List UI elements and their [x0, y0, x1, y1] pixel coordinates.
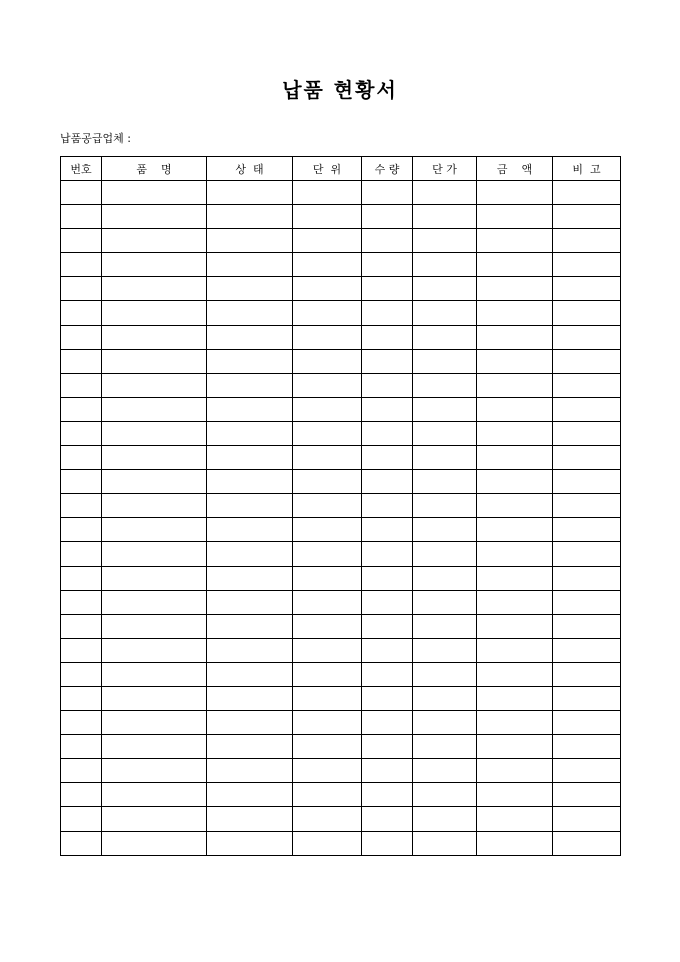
- table-cell-remark[interactable]: [553, 542, 621, 566]
- table-cell-status[interactable]: [207, 470, 293, 494]
- table-cell-no[interactable]: [61, 205, 102, 229]
- document-title: 납품 현황서: [282, 78, 398, 102]
- header-unit-price: 단 가: [413, 157, 477, 181]
- table-row: [61, 735, 621, 759]
- table-cell-item[interactable]: [102, 711, 207, 735]
- table-row: [61, 181, 621, 205]
- table-cell-no[interactable]: [61, 325, 102, 349]
- table-row: [61, 518, 621, 542]
- table-cell-no[interactable]: [61, 470, 102, 494]
- table-cell-no[interactable]: [61, 301, 102, 325]
- header-quantity: 수 량: [362, 157, 413, 181]
- table-cell-amount[interactable]: [477, 662, 553, 686]
- table-cell-status[interactable]: [207, 590, 293, 614]
- table-row: [61, 349, 621, 373]
- table-cell-status[interactable]: [207, 181, 293, 205]
- table-cell-price[interactable]: [413, 662, 477, 686]
- table-cell-price[interactable]: [413, 181, 477, 205]
- table-row: [61, 638, 621, 662]
- table-cell-item[interactable]: [102, 831, 207, 855]
- table-cell-status[interactable]: [207, 711, 293, 735]
- table-cell-no[interactable]: [61, 614, 102, 638]
- table-row: [61, 205, 621, 229]
- table-cell-remark[interactable]: [553, 277, 621, 301]
- table-cell-qty[interactable]: [362, 686, 413, 710]
- table-cell-price[interactable]: [413, 711, 477, 735]
- table-cell-no[interactable]: [61, 373, 102, 397]
- header-amount: 금 액: [477, 157, 553, 181]
- table-cell-qty[interactable]: [362, 638, 413, 662]
- header-remarks: 비 고: [553, 157, 621, 181]
- table-cell-qty[interactable]: [362, 253, 413, 277]
- table-cell-status[interactable]: [207, 542, 293, 566]
- table-cell-qty[interactable]: [362, 662, 413, 686]
- table-row: [61, 662, 621, 686]
- table-cell-qty[interactable]: [362, 397, 413, 421]
- table-cell-item[interactable]: [102, 542, 207, 566]
- table-cell-item[interactable]: [102, 205, 207, 229]
- table-cell-item[interactable]: [102, 325, 207, 349]
- table-cell-remark[interactable]: [553, 373, 621, 397]
- table-cell-unit[interactable]: [293, 301, 362, 325]
- table-cell-status[interactable]: [207, 397, 293, 421]
- header-unit: 단 위: [293, 157, 362, 181]
- table-cell-item[interactable]: [102, 253, 207, 277]
- table-cell-amount[interactable]: [477, 614, 553, 638]
- table-row: [61, 807, 621, 831]
- table-cell-no[interactable]: [61, 711, 102, 735]
- table-cell-price[interactable]: [413, 759, 477, 783]
- table-cell-item[interactable]: [102, 638, 207, 662]
- table-row: [61, 759, 621, 783]
- table-cell-no[interactable]: [61, 831, 102, 855]
- table-cell-amount[interactable]: [477, 421, 553, 445]
- table-cell-qty[interactable]: [362, 229, 413, 253]
- table-cell-price[interactable]: [413, 831, 477, 855]
- header-status: 상 태: [207, 157, 293, 181]
- table-row: [61, 783, 621, 807]
- table-cell-price[interactable]: [413, 229, 477, 253]
- table-cell-status[interactable]: [207, 253, 293, 277]
- table-body: [61, 181, 621, 856]
- table-cell-status[interactable]: [207, 759, 293, 783]
- table-cell-status[interactable]: [207, 831, 293, 855]
- table-cell-amount[interactable]: [477, 831, 553, 855]
- table-cell-status[interactable]: [207, 807, 293, 831]
- table-cell-item[interactable]: [102, 446, 207, 470]
- table-cell-price[interactable]: [413, 542, 477, 566]
- table-cell-remark[interactable]: [553, 590, 621, 614]
- table-cell-unit[interactable]: [293, 518, 362, 542]
- table-cell-remark[interactable]: [553, 349, 621, 373]
- table-cell-amount[interactable]: [477, 470, 553, 494]
- table-cell-status[interactable]: [207, 229, 293, 253]
- table-cell-no[interactable]: [61, 518, 102, 542]
- table-row: [61, 542, 621, 566]
- table-cell-remark[interactable]: [553, 181, 621, 205]
- table-cell-amount[interactable]: [477, 373, 553, 397]
- table-cell-qty[interactable]: [362, 470, 413, 494]
- table-cell-price[interactable]: [413, 686, 477, 710]
- table-cell-amount[interactable]: [477, 397, 553, 421]
- table-cell-amount[interactable]: [477, 205, 553, 229]
- table-cell-qty[interactable]: [362, 566, 413, 590]
- table-cell-price[interactable]: [413, 421, 477, 445]
- table-cell-qty[interactable]: [362, 205, 413, 229]
- table-cell-no[interactable]: [61, 735, 102, 759]
- table-cell-no[interactable]: [61, 446, 102, 470]
- table-cell-no[interactable]: [61, 181, 102, 205]
- table-cell-status[interactable]: [207, 205, 293, 229]
- table-cell-remark[interactable]: [553, 421, 621, 445]
- table-cell-item[interactable]: [102, 229, 207, 253]
- table-row: [61, 301, 621, 325]
- table-cell-qty[interactable]: [362, 542, 413, 566]
- table-cell-no[interactable]: [61, 253, 102, 277]
- table-row: [61, 566, 621, 590]
- table-cell-amount[interactable]: [477, 590, 553, 614]
- table-cell-unit[interactable]: [293, 277, 362, 301]
- table-cell-no[interactable]: [61, 807, 102, 831]
- table-row: [61, 229, 621, 253]
- table-cell-item[interactable]: [102, 421, 207, 445]
- table-cell-amount[interactable]: [477, 349, 553, 373]
- table-cell-price[interactable]: [413, 518, 477, 542]
- table-cell-amount[interactable]: [477, 518, 553, 542]
- table-cell-status[interactable]: [207, 301, 293, 325]
- table-row: [61, 831, 621, 855]
- table-cell-remark[interactable]: [553, 446, 621, 470]
- table-row: [61, 253, 621, 277]
- table-cell-status[interactable]: [207, 421, 293, 445]
- table-cell-unit[interactable]: [293, 638, 362, 662]
- table-cell-price[interactable]: [413, 807, 477, 831]
- table-cell-unit[interactable]: [293, 470, 362, 494]
- table-cell-unit[interactable]: [293, 349, 362, 373]
- table-cell-unit[interactable]: [293, 735, 362, 759]
- table-cell-item[interactable]: [102, 759, 207, 783]
- table-cell-qty[interactable]: [362, 325, 413, 349]
- table-cell-status[interactable]: [207, 373, 293, 397]
- table-cell-unit[interactable]: [293, 494, 362, 518]
- table-row: [61, 397, 621, 421]
- table-cell-amount[interactable]: [477, 494, 553, 518]
- table-cell-price[interactable]: [413, 373, 477, 397]
- table-cell-item[interactable]: [102, 470, 207, 494]
- table-cell-status[interactable]: [207, 277, 293, 301]
- table-cell-unit[interactable]: [293, 446, 362, 470]
- table-cell-qty[interactable]: [362, 783, 413, 807]
- table-cell-amount[interactable]: [477, 686, 553, 710]
- table-cell-status[interactable]: [207, 735, 293, 759]
- table-cell-price[interactable]: [413, 325, 477, 349]
- table-row: [61, 325, 621, 349]
- table-cell-remark[interactable]: [553, 301, 621, 325]
- table-cell-remark[interactable]: [553, 662, 621, 686]
- table-cell-price[interactable]: [413, 277, 477, 301]
- table-cell-amount[interactable]: [477, 542, 553, 566]
- table-cell-no[interactable]: [61, 397, 102, 421]
- table-cell-no[interactable]: [61, 590, 102, 614]
- table-cell-remark[interactable]: [553, 566, 621, 590]
- table-cell-remark[interactable]: [553, 253, 621, 277]
- table-row: [61, 446, 621, 470]
- table-cell-remark[interactable]: [553, 229, 621, 253]
- table-cell-unit[interactable]: [293, 759, 362, 783]
- table-cell-unit[interactable]: [293, 181, 362, 205]
- table-cell-qty[interactable]: [362, 494, 413, 518]
- table-row: [61, 711, 621, 735]
- table-cell-item[interactable]: [102, 277, 207, 301]
- table-cell-qty[interactable]: [362, 373, 413, 397]
- table-row: [61, 614, 621, 638]
- table-cell-item[interactable]: [102, 686, 207, 710]
- table-cell-price[interactable]: [413, 446, 477, 470]
- table-cell-unit[interactable]: [293, 373, 362, 397]
- table-cell-price[interactable]: [413, 349, 477, 373]
- table-cell-qty[interactable]: [362, 590, 413, 614]
- table-cell-item[interactable]: [102, 181, 207, 205]
- table-cell-item[interactable]: [102, 518, 207, 542]
- table-cell-item[interactable]: [102, 735, 207, 759]
- table-cell-item[interactable]: [102, 662, 207, 686]
- table-header-row: [61, 157, 621, 181]
- table-cell-price[interactable]: [413, 590, 477, 614]
- table-cell-price[interactable]: [413, 494, 477, 518]
- table-cell-price[interactable]: [413, 397, 477, 421]
- table-cell-unit[interactable]: [293, 421, 362, 445]
- table-row: [61, 421, 621, 445]
- table-cell-amount[interactable]: [477, 325, 553, 349]
- table-cell-amount[interactable]: [477, 711, 553, 735]
- table-cell-remark[interactable]: [553, 205, 621, 229]
- table-cell-qty[interactable]: [362, 614, 413, 638]
- table-cell-no[interactable]: [61, 542, 102, 566]
- table-cell-status[interactable]: [207, 686, 293, 710]
- table-cell-unit[interactable]: [293, 397, 362, 421]
- table-cell-price[interactable]: [413, 614, 477, 638]
- table-cell-no[interactable]: [61, 421, 102, 445]
- table-cell-qty[interactable]: [362, 735, 413, 759]
- table-cell-amount[interactable]: [477, 181, 553, 205]
- table-cell-qty[interactable]: [362, 518, 413, 542]
- table-cell-item[interactable]: [102, 614, 207, 638]
- table-row: [61, 373, 621, 397]
- table-cell-remark[interactable]: [553, 831, 621, 855]
- table-cell-unit[interactable]: [293, 566, 362, 590]
- table-cell-item[interactable]: [102, 807, 207, 831]
- table-cell-unit[interactable]: [293, 662, 362, 686]
- table-cell-item[interactable]: [102, 566, 207, 590]
- table-cell-price[interactable]: [413, 205, 477, 229]
- table-cell-remark[interactable]: [553, 783, 621, 807]
- supplier-label: 납품공급업체 :: [60, 132, 131, 145]
- table-cell-status[interactable]: [207, 494, 293, 518]
- table-cell-item[interactable]: [102, 373, 207, 397]
- table-cell-unit[interactable]: [293, 831, 362, 855]
- header-no: 번호: [61, 157, 102, 181]
- table-cell-amount[interactable]: [477, 277, 553, 301]
- table-row: [61, 277, 621, 301]
- table-cell-amount[interactable]: [477, 807, 553, 831]
- table-cell-item[interactable]: [102, 783, 207, 807]
- table-cell-price[interactable]: [413, 566, 477, 590]
- table-cell-qty[interactable]: [362, 831, 413, 855]
- table-cell-status[interactable]: [207, 662, 293, 686]
- table-cell-no[interactable]: [61, 662, 102, 686]
- table-cell-amount[interactable]: [477, 566, 553, 590]
- table-row: [61, 590, 621, 614]
- table-cell-qty[interactable]: [362, 807, 413, 831]
- table-cell-price[interactable]: [413, 301, 477, 325]
- table-cell-unit[interactable]: [293, 229, 362, 253]
- table-cell-qty[interactable]: [362, 446, 413, 470]
- table-cell-remark[interactable]: [553, 494, 621, 518]
- table-cell-no[interactable]: [61, 759, 102, 783]
- table-cell-status[interactable]: [207, 325, 293, 349]
- table-cell-amount[interactable]: [477, 229, 553, 253]
- table-cell-no[interactable]: [61, 229, 102, 253]
- table-cell-status[interactable]: [207, 518, 293, 542]
- table-cell-price[interactable]: [413, 783, 477, 807]
- table-cell-unit[interactable]: [293, 783, 362, 807]
- header-item-name: 품 명: [102, 157, 207, 181]
- table-cell-amount[interactable]: [477, 446, 553, 470]
- table-cell-amount[interactable]: [477, 759, 553, 783]
- table-cell-item[interactable]: [102, 397, 207, 421]
- table-cell-unit[interactable]: [293, 542, 362, 566]
- table-cell-status[interactable]: [207, 446, 293, 470]
- table-cell-unit[interactable]: [293, 686, 362, 710]
- table-cell-no[interactable]: [61, 783, 102, 807]
- table-cell-qty[interactable]: [362, 711, 413, 735]
- table-cell-amount[interactable]: [477, 253, 553, 277]
- table-cell-price[interactable]: [413, 470, 477, 494]
- table-row: [61, 470, 621, 494]
- table-cell-no[interactable]: [61, 494, 102, 518]
- table-cell-item[interactable]: [102, 301, 207, 325]
- table-cell-remark[interactable]: [553, 711, 621, 735]
- table-cell-remark[interactable]: [553, 759, 621, 783]
- table-cell-no[interactable]: [61, 277, 102, 301]
- table-cell-status[interactable]: [207, 566, 293, 590]
- table-cell-status[interactable]: [207, 614, 293, 638]
- table-row: [61, 686, 621, 710]
- table-cell-qty[interactable]: [362, 181, 413, 205]
- table-cell-no[interactable]: [61, 638, 102, 662]
- table-cell-unit[interactable]: [293, 590, 362, 614]
- table-cell-amount[interactable]: [477, 301, 553, 325]
- table-cell-remark[interactable]: [553, 518, 621, 542]
- table-cell-unit[interactable]: [293, 807, 362, 831]
- table-cell-amount[interactable]: [477, 638, 553, 662]
- table-cell-price[interactable]: [413, 638, 477, 662]
- table-row: [61, 494, 621, 518]
- table-cell-remark[interactable]: [553, 807, 621, 831]
- table-cell-item[interactable]: [102, 349, 207, 373]
- delivery-status-table: [60, 156, 621, 856]
- table-cell-unit[interactable]: [293, 253, 362, 277]
- table-cell-item[interactable]: [102, 494, 207, 518]
- table-cell-unit[interactable]: [293, 205, 362, 229]
- table-cell-status[interactable]: [207, 349, 293, 373]
- table-cell-remark[interactable]: [553, 614, 621, 638]
- table-cell-amount[interactable]: [477, 735, 553, 759]
- table-cell-remark[interactable]: [553, 735, 621, 759]
- table-cell-qty[interactable]: [362, 349, 413, 373]
- table-cell-remark[interactable]: [553, 638, 621, 662]
- table-cell-no[interactable]: [61, 686, 102, 710]
- table-cell-price[interactable]: [413, 735, 477, 759]
- table-cell-no[interactable]: [61, 566, 102, 590]
- table-cell-status[interactable]: [207, 638, 293, 662]
- table-cell-status[interactable]: [207, 783, 293, 807]
- table-cell-unit[interactable]: [293, 325, 362, 349]
- table-cell-price[interactable]: [413, 253, 477, 277]
- table-cell-remark[interactable]: [553, 397, 621, 421]
- table-cell-remark[interactable]: [553, 325, 621, 349]
- table-cell-remark[interactable]: [553, 686, 621, 710]
- table-cell-remark[interactable]: [553, 470, 621, 494]
- table-cell-item[interactable]: [102, 590, 207, 614]
- table-cell-unit[interactable]: [293, 711, 362, 735]
- table-cell-qty[interactable]: [362, 301, 413, 325]
- table-cell-amount[interactable]: [477, 783, 553, 807]
- table-cell-unit[interactable]: [293, 614, 362, 638]
- table-cell-qty[interactable]: [362, 759, 413, 783]
- table-cell-no[interactable]: [61, 349, 102, 373]
- table-cell-qty[interactable]: [362, 277, 413, 301]
- table-cell-qty[interactable]: [362, 421, 413, 445]
